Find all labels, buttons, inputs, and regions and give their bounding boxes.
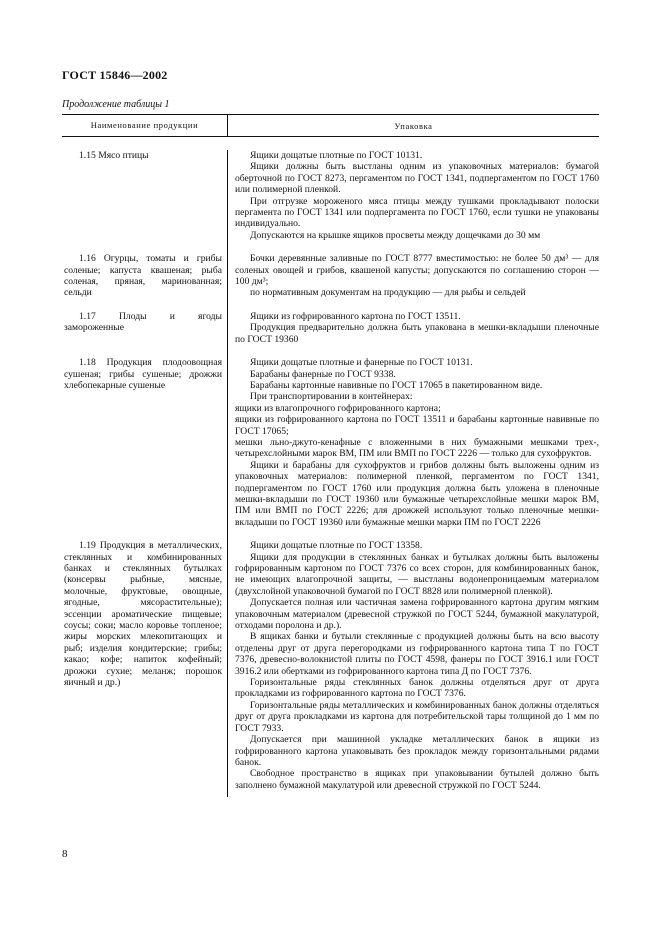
document-header: ГОСТ 15846—2002 <box>62 68 168 82</box>
packaging-paragraph: Продукция предварительно должна быть упакована в мешки-вкладыши пленочные по ГОСТ 19360 <box>235 322 599 345</box>
packaging-paragraph: Барабаны фанерные по ГОСТ 9338. <box>250 368 396 380</box>
packaging-paragraph: Допускается полная или частичная замена гофрированного картона другим мягким упаковочным материалом (древесной стружкой по ГОСТ 5244, бумажной макулатурой, отходами поролона и др.). <box>235 597 599 632</box>
column-header-packaging: Упаковка <box>394 120 433 131</box>
packaging-cell <box>227 150 599 241</box>
column-header-product: Наименование продукции <box>62 115 228 136</box>
packaging-cell <box>227 253 599 299</box>
packaging-paragraph: При отгрузке мороженого мяса птицы между тушками прокладывают полоски пергамента по ГОСТ 1341 или подпергамента по ГОСТ 1760, если тушки не упакованы индивидуально. <box>235 195 599 230</box>
product-name: 1.15 Мясо птицы <box>79 150 149 161</box>
table-row <box>62 540 599 797</box>
packaging-paragraph: Бочки деревянные заливные по ГОСТ 8777 вместимостью: не более 50 дм³ — для соленых овощей и грибов, квашеной капусты; допускаются по соглашению сторон — 100 дм³; <box>235 253 599 288</box>
packaging-paragraph: Барабаны картонные навивные по ГОСТ 17065 в пакетированном виде. <box>250 379 543 391</box>
packaging-paragraph: ящики из влагопрочного гофрированного картона; <box>235 402 441 414</box>
packaging-cell <box>227 357 599 528</box>
packaging-paragraph: Допускается при машинной укладке металлических банок в ящики из гофрированного картона упаковывать без прокладок между горизонтальными рядами банок. <box>235 734 599 768</box>
packaging-cell <box>227 540 599 791</box>
packaging-paragraph: Ящики из гофрированного картона по ГОСТ 13511. <box>250 310 461 322</box>
table-row <box>62 357 599 528</box>
page-number: 8 <box>62 848 68 860</box>
table-body <box>62 150 599 797</box>
table-row <box>62 150 599 241</box>
packaging-paragraph: Горизонтальные ряды металлических и комбинированных банок должны отделяться друг от друга прокладками из картона для потребительской тары толщиной до 1 мм по ГОСТ 7933. <box>235 699 599 734</box>
product-name: 1.18 Продукция плодоовощная сушеная; грибы сушеные; дрожжи хлебопекарные сушеные <box>64 357 222 391</box>
packaging-paragraph: по нормативным документам на продукцию — для рыбы и сельдей <box>250 287 526 299</box>
packaging-paragraph: В ящиках банки и бутыли стеклянные с продукцией должны быть на всю высоту отделены друг от друга перегородками из гофрированного картона типа Т по ГОСТ 7376, древесно-волокнистой плиты по ГОСТ 4598, фанеры по ГОСТ 3916.1 или ГОСТ 3916.2 или обертками из гофрированного картона типа Д по ГОСТ 7376. <box>235 631 599 677</box>
packaging-paragraph: Ящики для продукции в стеклянных банках и бутылках должны быть выложены гофрированным картоном по ГОСТ 7376 со всех сторон, для комбинированных банок, не имеющих влагопрочной защиты, — выстланы водонепроницаемым материалом (двухслойной упаковочной бумагой по ГОСТ 8828 или полимерной пленкой). <box>235 551 599 597</box>
table-row <box>62 311 599 345</box>
packaging-table <box>62 114 599 797</box>
packaging-paragraph: Ящики дощатые плотные и фанерные по ГОСТ 10131. <box>250 357 473 369</box>
packaging-paragraph: ящики из гофрированного картона по ГОСТ 13511 и барабаны картонные навивные по ГОСТ 17065; <box>235 414 599 437</box>
packaging-paragraph: мешки льно-джуто-кенафные с вложенными в них бумажными мешками трех-, четырехслойными марок ВМ, ПМ или ВМП по ГОСТ 2226 — только для сухофруктов. <box>235 436 599 460</box>
packaging-paragraph: Ящики и барабаны для сухофруктов и грибов должны быть выложены одним из упаковочных материалов: полимерной пленкой, пергаментом по ГОСТ 1341, подпергаментом по ГОСТ 1760 или продукция должна быть уложена в пленочные мешки-вкладыши по ГОСТ 19360 или бумажные четырехслойные мешки марок ВМ, ПМ или ВМП по ГОСТ 2226; для дрожжей используют только пленочные мешки-вкладыши по ГОСТ 19360 или бумажные мешки марки ПМ по ГОСТ 2226 <box>235 459 599 528</box>
packaging-paragraph: Допускаются на крышке ящиков просветы между дощечками до 30 мм <box>250 229 541 241</box>
table-row <box>62 253 599 299</box>
table-caption: Продолжение таблицы 1 <box>62 99 170 110</box>
product-name: 1.19 Продукция в металлических, стеклянных и комбинированных банках и стеклянных бутылках (консервы рыбные, мясные, молочные, фруктовые, овощные, ягодные, мясорастительные); эссенции ароматические пищевые; соусы; соки; масло коровье топленое; жиры морских млекопитающих и рыб; изделия кондитерские; грибы; какао; кофе; напиток кофейный; дрожжи сухие; меланж; порошок яичный и др.) <box>64 540 222 689</box>
packaging-paragraph: Свободное пространство в ящиках при упаковывании бутылей должно быть заполнено бумажной макулатурой или древесной стружкой по ГОСТ 5244. <box>235 768 599 791</box>
column-divider <box>227 150 228 797</box>
table-header <box>62 114 599 137</box>
packaging-paragraph: Ящики дощатые плотные по ГОСТ 13358. <box>250 540 423 552</box>
packaging-paragraph: При транспортировании в контейнерах: <box>250 391 413 403</box>
packaging-paragraph: Ящики дощатые плотные по ГОСТ 10131. <box>250 150 423 161</box>
packaging-paragraph: Ящики должны быть выстланы одним из упаковочных материалов: бумагой оберточной по ГОСТ 8273, пергаментом по ГОСТ 1341, подпергаментом по ГОСТ 1760 или полимерной пленкой. <box>235 161 599 196</box>
packaging-paragraph: Горизонтальные ряды стеклянных банок должны отделяться друг от друга прокладками из гофрированного картона по ГОСТ 7376. <box>235 677 599 700</box>
product-name: 1.16 Огурцы, томаты и грибы соленые; капуста квашеная; рыба соленая, пряная, маринованная; сельди <box>64 253 222 299</box>
packaging-cell <box>227 311 599 345</box>
product-name: 1.17 Плоды и ягоды замороженные <box>64 310 222 334</box>
